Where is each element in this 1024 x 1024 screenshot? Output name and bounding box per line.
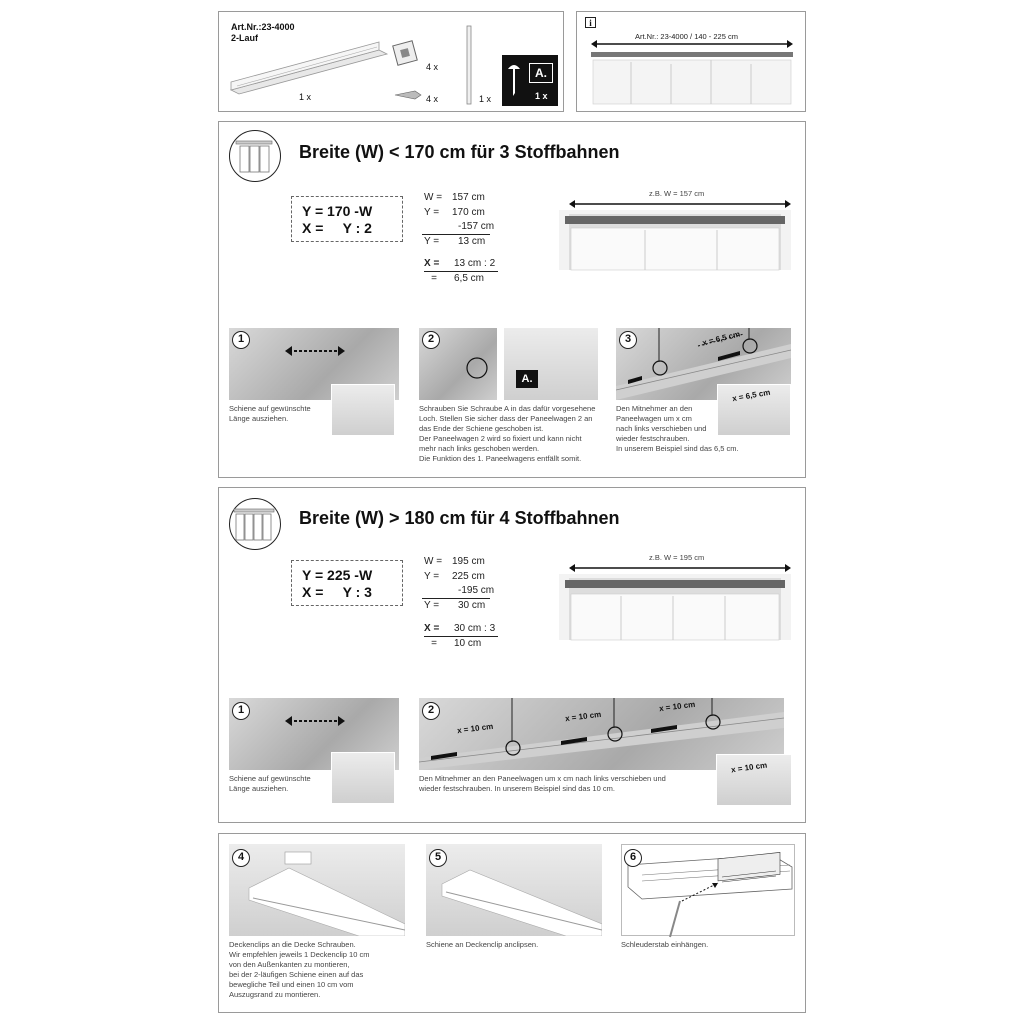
calc-label: X = (424, 623, 440, 634)
rail-front-view (591, 52, 793, 104)
calculation-y (424, 191, 494, 249)
step2-measure-2: x = 10 cm (564, 709, 602, 724)
section-4-panels (218, 487, 806, 823)
four-panel-icon (229, 498, 281, 550)
calc-rule (424, 271, 498, 272)
info-range: Art.Nr.: 23-4000 / 140 - 225 cm (635, 32, 738, 41)
step1-detail-photo (331, 384, 395, 436)
calc-value: 225 cm (452, 570, 485, 582)
part-a-box (502, 55, 558, 106)
calc-value: -157 cm (458, 221, 495, 232)
step6-caption: Schleuderstab einhängen. (621, 940, 709, 949)
clip-qty: 4 x (426, 62, 439, 72)
section-3-panels (218, 121, 806, 478)
calc-label (424, 220, 444, 235)
calc-label (424, 584, 444, 599)
section2-title: Breite (W) > 180 cm für 4 Stoffbahnen (299, 508, 620, 528)
example-window-view (559, 574, 791, 640)
calc-label: X = (424, 258, 440, 269)
calc-value: -195 cm (458, 585, 495, 596)
calc-label: = (431, 272, 437, 284)
formula-box (291, 560, 403, 606)
ceiling-clip-icon (391, 38, 421, 68)
rail-illustration (229, 32, 389, 92)
example-window-view (559, 210, 791, 270)
formula-line-2: X = Y : 3 (302, 584, 372, 600)
calc-rule (422, 598, 490, 599)
calc-label: Y = (424, 599, 440, 611)
rod-qty: 1 x (479, 94, 492, 104)
step3-detail-measure: x = 6,5 cm (731, 387, 771, 404)
calc-value: 10 cm (454, 637, 482, 649)
formula-line-1: Y = 170 -W (302, 203, 373, 219)
calc-value: 170 cm (452, 206, 485, 218)
mounting-panel (218, 833, 806, 1013)
screw-a-icon (507, 63, 521, 97)
step6-number: 6 (624, 849, 642, 867)
example-width: z.B. W = 195 cm (649, 553, 705, 562)
example-width-arrow (569, 200, 791, 208)
step1-number: 1 (232, 702, 250, 720)
article-number: Art.Nr.:23-4000 (231, 22, 295, 32)
part-a-label-box: A. (529, 63, 553, 83)
step5-number: 5 (429, 849, 447, 867)
step1-number: 1 (232, 331, 250, 349)
step4-caption: Deckenclips an die Decke Schrauben. Wir empfehlen jeweils 1 Deckenclip 10 cm von den Außenkanten zu montieren, bei der 2-läufigen Schiene einen auf das bewegliche Teil und einen 10 cm vom Auszugsrand zu montieren. (229, 940, 370, 999)
rod-illustration (465, 26, 473, 106)
calc-label: Y = (424, 235, 440, 247)
step2-detail-photo (504, 328, 598, 400)
calculation-y (424, 555, 494, 613)
step2-measure-3: x = 10 cm (658, 699, 696, 714)
width-arrow (591, 40, 793, 48)
step3-number: 3 (619, 331, 637, 349)
step5-caption: Schiene an Deckenclip anclipsen. (426, 940, 539, 949)
step1-caption: Schiene auf gewünschte Länge ausziehen. (229, 404, 311, 423)
step6-illustration (621, 844, 795, 936)
example-width-arrow (569, 564, 791, 572)
info-icon: i (585, 17, 596, 28)
step2-caption: Schrauben Sie Schraube A in das dafür vorgesehene Loch. Stellen Sie sicher dass der Paneelwagen 2 an das Ende der Schiene geschoben ist. Der Paneelwagen 2 wird so fixiert und kann nicht mehr nach links geschoben werden. Die Funktion des 1. Paneelwagens entfällt somit. (419, 404, 596, 463)
part-a-qty: 1 x (535, 91, 548, 101)
calc-value: 195 cm (452, 556, 485, 567)
contents-panel (218, 11, 564, 112)
formula-line-2: X = Y : 2 (302, 220, 372, 236)
step3-caption: Den Mitnehmer an den Paneelwagen um x cm nach links verschieben und wieder festschrauben. In unserem Beispiel sind das 6,5 cm. (616, 404, 739, 453)
calc-rule (422, 234, 490, 235)
step2-caption: Den Mitnehmer an den Paneelwagen um x cm nach links verschieben und wieder festschrauben. In unserem Beispiel sind das 10 cm. (419, 774, 666, 793)
calc-label: W = (424, 192, 443, 203)
formula-box (291, 196, 403, 242)
formula-line-1: Y = 225 -W (302, 567, 373, 583)
calc-rule (424, 636, 498, 637)
calc-value: 157 cm (452, 192, 485, 203)
calc-value: 13 cm : 2 (454, 258, 496, 269)
calc-value: 30 cm : 3 (454, 623, 496, 634)
calc-value: 6,5 cm (454, 272, 485, 284)
step2-number: 2 (422, 331, 440, 349)
screw-icon (395, 89, 423, 101)
step1-detail-photo (331, 752, 395, 804)
step2-measure-1: x = 10 cm (456, 721, 494, 736)
screw-qty: 4 x (426, 94, 439, 104)
calc-value: 30 cm (458, 599, 486, 611)
calc-label: Y = (424, 206, 440, 218)
step2-part-a-label: A. (516, 370, 538, 388)
step2-detail-photo (716, 754, 792, 806)
calc-label: = (431, 637, 437, 649)
step1-caption: Schiene auf gewünschte Länge ausziehen. (229, 774, 311, 793)
info-panel (576, 11, 806, 112)
step3-measure: x = 6,5 cm (701, 329, 742, 348)
step2-number: 2 (422, 702, 440, 720)
rail-qty: 1 x (299, 92, 312, 102)
step5-photo (426, 844, 602, 936)
calc-label: Y = (424, 570, 440, 582)
step4-number: 4 (232, 849, 250, 867)
section1-title: Breite (W) < 170 cm für 3 Stoffbahnen (299, 142, 620, 162)
three-panel-icon (229, 130, 281, 182)
example-width: z.B. W = 157 cm (649, 189, 705, 198)
step2-detail-measure: x = 10 cm (730, 760, 768, 775)
calc-value: 13 cm (458, 235, 486, 247)
step4-photo (229, 844, 405, 936)
calc-label: W = (424, 556, 443, 567)
article-variant: 2-Lauf (231, 33, 258, 43)
